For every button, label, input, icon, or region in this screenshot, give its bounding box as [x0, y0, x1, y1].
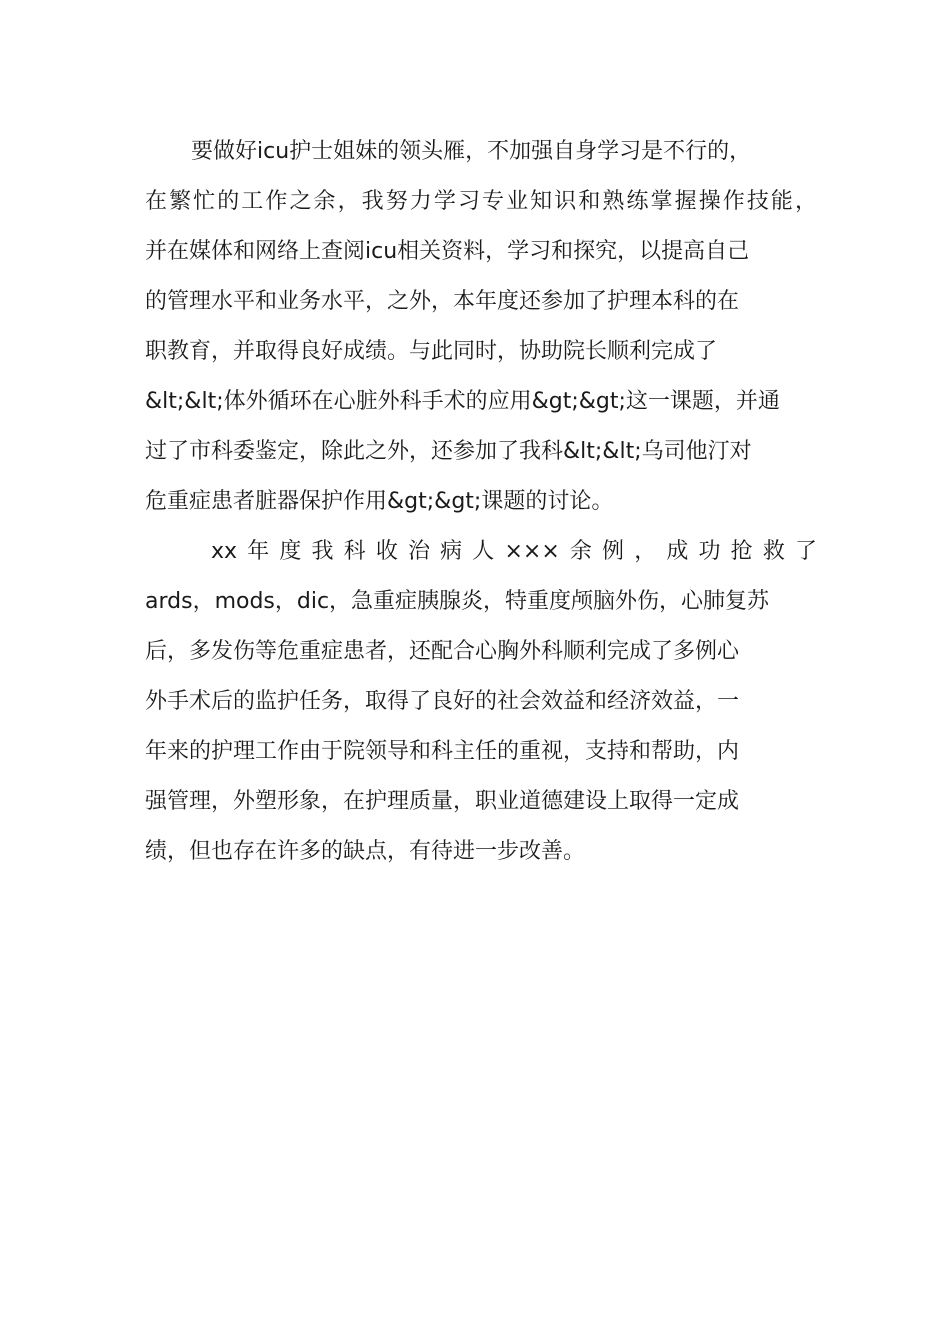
paragraph-line: 要做好icu护士姐妹的领头雁，不加强自身学习是不行的，	[191, 139, 752, 164]
paragraph-line: ards，mods，dic，急重症胰腺炎，特重度颅脑外伤，心肺复苏	[145, 589, 770, 614]
paragraph-1	[145, 127, 817, 527]
paragraph-line: 职教育，并取得良好成绩。与此同时，协助院长顺利完成了	[145, 339, 718, 364]
paragraph-line: xx年度我科收治病人×××余例，成功抢救了	[211, 539, 817, 564]
paragraph-line: 的管理水平和业务水平，之外，本年度还参加了护理本科的在	[145, 289, 740, 314]
paragraph-line: 年来的护理工作由于院领导和科主任的重视，支持和帮助，内	[145, 739, 740, 764]
paragraph-line: 强管理，外塑形象，在护理质量，职业道德建设上取得一定成	[145, 789, 740, 814]
paragraph-line: 过了市科委鉴定，除此之外，还参加了我科&lt;&lt;乌司他汀对	[145, 439, 752, 464]
paragraph-line: 并在媒体和网络上查阅icu相关资料，学习和探究，以提高自己	[145, 239, 750, 264]
paragraph-2	[145, 527, 817, 877]
paragraph-line: 绩，但也存在许多的缺点，有待进一步改善。	[145, 839, 586, 864]
paragraph-line: 在繁忙的工作之余，我努力学习专业知识和熟练掌握操作技能，	[145, 189, 817, 214]
paragraph-line: 外手术后的监护任务，取得了良好的社会效益和经济效益，一	[145, 689, 740, 714]
paragraph-line: 危重症患者脏器保护作用&gt;&gt;课题的讨论。	[145, 489, 614, 514]
document-body	[145, 127, 817, 877]
paragraph-line: 后，多发伤等危重症患者，还配合心胸外科顺利完成了多例心	[145, 639, 740, 664]
paragraph-line: &lt;&lt;体外循环在心脏外科手术的应用&gt;&gt;这一课题，并通	[145, 389, 780, 414]
